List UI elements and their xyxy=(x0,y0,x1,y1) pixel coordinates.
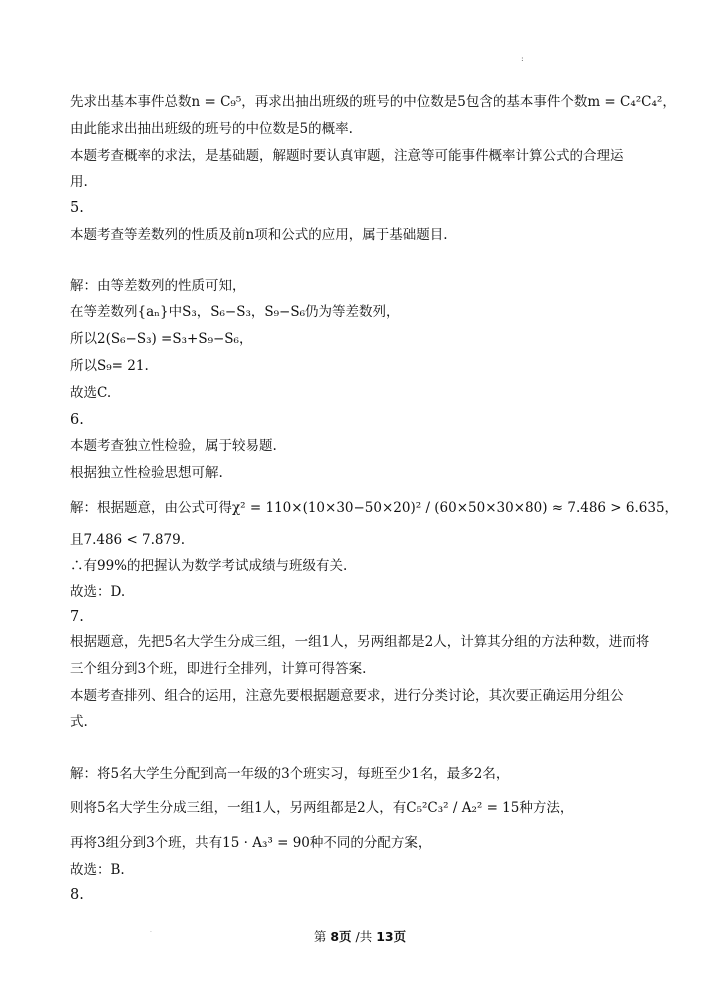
corner-mark: : xyxy=(521,54,524,63)
text-line: 故选：B. xyxy=(70,862,125,878)
text-line: 根据独立性检验思想可解. xyxy=(70,465,223,481)
question-number: 7. xyxy=(70,609,84,625)
text-line: 本题考查概率的求法，是基础题，解题时要认真审题，注意等可能事件概率计算公式的合理运 xyxy=(70,148,624,164)
question-number: 8. xyxy=(70,887,84,903)
text-line: ∴有99%的把握认为数学考试成绩与班级有关. xyxy=(70,558,348,574)
text-line: 故选C. xyxy=(70,385,112,401)
footer-middle: /共 xyxy=(355,929,377,944)
footer-mark: . xyxy=(150,927,152,934)
page-footer xyxy=(0,927,720,945)
text-line: 根据题意，先把5名大学生分成三组，一组1人，另两组都是2人，计算其分组的方法种数，进而将 xyxy=(70,634,650,650)
text-line: 解：将5名大学生分配到高一年级的3个班实习，每班至少1名，最多2名， xyxy=(70,766,510,782)
text-line: 式. xyxy=(70,714,88,730)
text-line: 且7.486 < 7.879. xyxy=(70,532,185,548)
text-line: 所以S₉= 21. xyxy=(70,358,149,374)
question-number: 5. xyxy=(70,200,84,216)
text-line: 再将3组分到3个班，共有15 · A₃³ = 90种不同的分配方案， xyxy=(70,835,432,851)
text-line: 用. xyxy=(70,174,88,190)
footer-prefix: 第 xyxy=(313,929,331,944)
text-line: 本题考查等差数列的性质及前n项和公式的应用，属于基础题目. xyxy=(70,227,448,243)
text-line: 解：由等差数列的性质可知， xyxy=(70,278,246,294)
text-line: 故选：D. xyxy=(70,584,126,600)
text-line: 本题考查独立性检验，属于较易题. xyxy=(70,438,277,454)
text-line: 所以2(S₆−S₃) =S₃+S₉−S₆， xyxy=(70,331,253,347)
formula-line: 解：根据题意，由公式可得χ² = 110×(10×30−50×20)² / (60×50×30×80) ≈ 7.486 > 6.635， xyxy=(70,500,679,516)
text-line: 本题考查排列、组合的运用，注意先要根据题意要求，进行分类讨论，其次要正确运用分组公 xyxy=(70,688,624,704)
text-line: 先求出基本事件总数n = C₉⁵，再求出抽出班级的班号的中位数是5包含的基本事件个数m = C₄²C₄²， xyxy=(70,94,676,110)
footer-current-page: 8页 xyxy=(330,929,352,944)
question-number: 6. xyxy=(70,412,84,428)
text-line: 由此能求出抽出班级的班号的中位数是5的概率. xyxy=(70,121,353,137)
footer-total-pages: 13页 xyxy=(376,929,407,944)
formula-line: 则将5名大学生分成三组，一组1人，另两组都是2人，有C₅²C₃² / A₂² = 15种方法， xyxy=(70,800,574,816)
text-line: 三个组分到3个班，即进行全排列，计算可得答案. xyxy=(70,661,367,677)
text-line: 在等差数列{aₙ}中S₃，S₆−S₃，S₉−S₆仍为等差数列， xyxy=(70,304,400,320)
